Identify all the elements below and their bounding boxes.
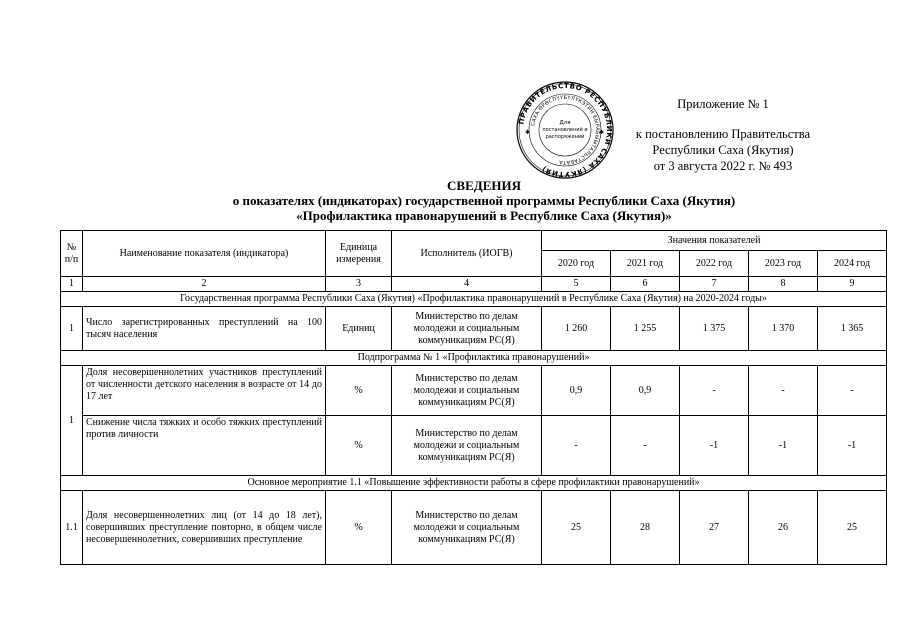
header-values: Значения показателей [542, 231, 887, 251]
row-value: 1 260 [542, 307, 611, 351]
row-indicator: Число зарегистрированных преступлений на 100 тысяч населения [83, 307, 326, 351]
section-subprogram: Подпрограмма № 1 «Профилактика правонарушений» [61, 351, 887, 366]
header-executor: Исполнитель (ИОГВ) [392, 231, 542, 277]
header-year: 2020 год [542, 251, 611, 277]
row-indicator: Снижение числа тяжких и особо тяжких преступлений против личности [83, 416, 326, 476]
row-unit: % [326, 416, 392, 476]
col-number: 5 [542, 277, 611, 292]
row-value: - [818, 366, 887, 416]
header-year: 2024 год [818, 251, 887, 277]
row-value: 1 365 [818, 307, 887, 351]
row-value: 1 370 [749, 307, 818, 351]
row-value: 0,9 [611, 366, 680, 416]
col-number: 6 [611, 277, 680, 292]
row-indicator: Доля несовершеннолетних участников преступлений от численности детского населения в возрасте от 14 до 17 лет [83, 366, 326, 416]
svg-text:ПРАВИТЕЛЬСТВО РЕСПУБЛИКИ САХА: ПРАВИТЕЛЬСТВО РЕСПУБЛИКИ САХА (ЯКУТИЯ) [517, 81, 614, 179]
header-year: 2023 год [749, 251, 818, 277]
table-row [61, 366, 887, 416]
indicators-table [60, 230, 887, 565]
svg-text:✱: ✱ [599, 130, 605, 136]
row-value: 27 [680, 491, 749, 565]
row-value: -1 [818, 416, 887, 476]
row-executor: Министерство по делам молодежи и социальным коммуникациям РС(Я) [392, 416, 542, 476]
svg-text:постановлений и: постановлений и [542, 127, 588, 133]
row-num: 1 [61, 366, 83, 476]
row-value: 0,9 [542, 366, 611, 416]
row-executor: Министерство по делам молодежи и социальным коммуникациям РС(Я) [392, 491, 542, 565]
svg-text:распоряжений: распоряжений [545, 134, 585, 140]
row-unit: Единиц [326, 307, 392, 351]
row-value: - [749, 366, 818, 416]
appendix-line: Республики Саха (Якутия) [652, 143, 794, 157]
column-numbers-row [61, 277, 887, 292]
row-num: 1.1 [61, 491, 83, 565]
row-value: 26 [749, 491, 818, 565]
appendix-block [598, 96, 848, 174]
row-value: -1 [680, 416, 749, 476]
row-unit: % [326, 491, 392, 565]
row-executor: Министерство по делам молодежи и социальным коммуникациям РС(Я) [392, 307, 542, 351]
col-number: 1 [61, 277, 83, 292]
row-value: - [611, 416, 680, 476]
row-num: 1 [61, 307, 83, 351]
row-executor: Министерство по делам молодежи и социальным коммуникациям РС(Я) [392, 366, 542, 416]
col-number: 3 [326, 277, 392, 292]
row-value: 28 [611, 491, 680, 565]
col-number: 8 [749, 277, 818, 292]
row-value: 25 [818, 491, 887, 565]
appendix-line: от 3 августа 2022 г. № 493 [653, 159, 793, 173]
header-num: № п/п [61, 231, 83, 277]
row-value: -1 [749, 416, 818, 476]
row-unit: % [326, 366, 392, 416]
section-program: Государственная программа Республики Саха (Якутия) «Профилактика правонарушений в Республике Саха (Якутия) на 2020-2024 годы» [61, 292, 887, 307]
row-value: - [542, 416, 611, 476]
header-year: 2021 год [611, 251, 680, 277]
col-number: 9 [818, 277, 887, 292]
row-value: 1 375 [680, 307, 749, 351]
table-row [61, 491, 887, 565]
title-line: о показателях (индикаторах) государственной программы Республики Саха (Якутия) [232, 193, 736, 208]
header-year: 2022 год [680, 251, 749, 277]
svg-text:САХА ӨРӨСПҮҮБҮЛҮКЭТИН БЫРАБЫЫТ: САХА ӨРӨСПҮҮБҮЛҮКЭТИН БЫРАБЫЫТАЛЬСТАБАТА [530, 94, 601, 166]
table-row [61, 416, 887, 476]
col-number: 2 [83, 277, 326, 292]
appendix-title: Приложение № 1 [677, 97, 769, 111]
header-unit: Единица измерения [326, 231, 392, 277]
document-title [60, 178, 905, 223]
svg-text:Для: Для [559, 120, 571, 126]
header-name: Наименование показателя (индикатора) [83, 231, 326, 277]
row-value: - [680, 366, 749, 416]
row-value: 25 [542, 491, 611, 565]
appendix-line: к постановлению Правительства [635, 127, 811, 141]
title-line: «Профилактика правонарушений в Республике Саха (Якутия)» [296, 208, 672, 223]
row-indicator: Доля несовершеннолетних лиц (от 14 до 18 лет), совершивших преступление повторно, в общем числе несовершеннолетних, совершивших преступление [83, 491, 326, 565]
col-number: 7 [680, 277, 749, 292]
col-number: 4 [392, 277, 542, 292]
row-value: 1 255 [611, 307, 680, 351]
svg-text:✱: ✱ [525, 130, 531, 136]
title-line: СВЕДЕНИЯ [447, 178, 521, 193]
table-row [61, 307, 887, 351]
section-activity: Основное мероприятие 1.1 «Повышение эффективности работы в сфере профилактики правонарушений» [61, 476, 887, 491]
